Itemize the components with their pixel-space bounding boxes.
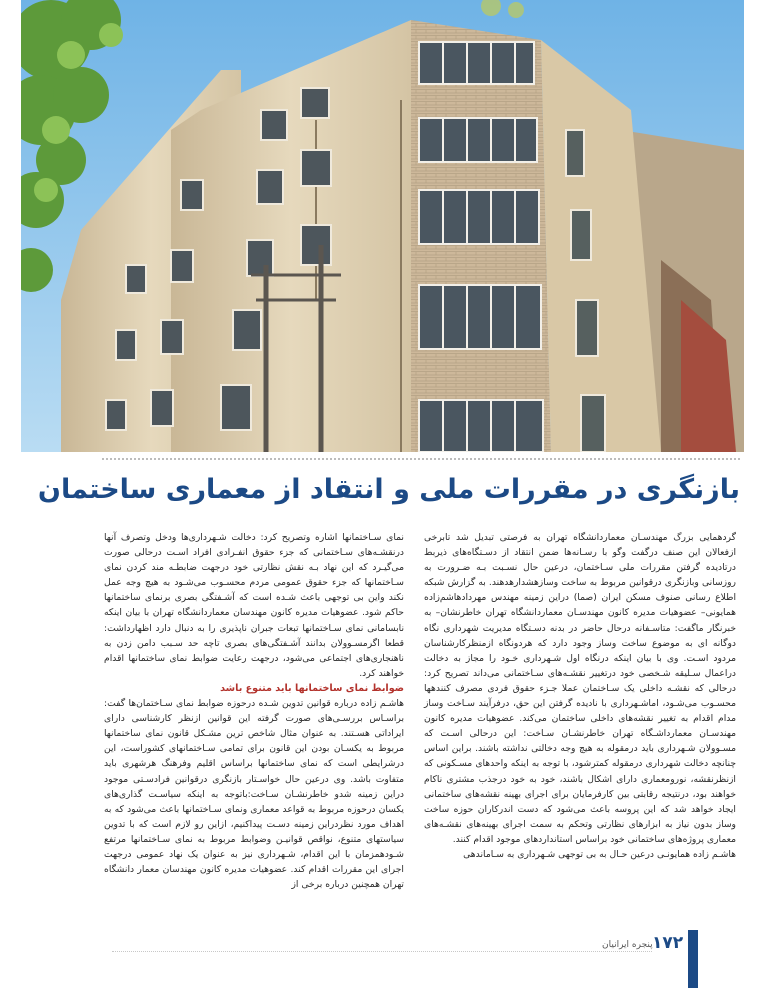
building-photo-drawing <box>21 0 744 452</box>
article-column-left <box>104 530 404 892</box>
separator-rule <box>102 458 740 460</box>
footer-rule <box>112 951 652 952</box>
article-column-right <box>424 530 736 862</box>
article-title: بازنگری در مقررات ملی و انتقاد از معماری ساختمان <box>37 474 740 505</box>
page-number: ۱۷۲ <box>652 933 684 953</box>
footer-accent-bar <box>688 930 698 988</box>
footer-magazine-name: پنجره ایرانیان <box>602 940 653 950</box>
right-column-paragraph-1: گردهمایی بزرگ مهندسـان معماردانشگاه تهران به فرصتی تبدیل شد تابرخی ازفعالان این صنف درگفت وگو با رسـانه‌ها ضمن انتقاد از دسـتگاه‌های ذیربط درتادیده گرفتن مقررات ملی سـاختمان، درعین حال نسـبت بـه ضـرورت به روزسانی وبازنگری درقوانین مربوط به ساخت وسازهشدارهدهند. به گزارش شبکه اطلاع رسانی صنوف مسکن ایران (صما) دراین زمینه مهندس مهردادهاشم‌زاده همایونی– عضوهیات مدیره کانون مهندسـان معماردانشگاه تهران خاطرنشان– به خبرنگار ماگفت: متاسـفانه درحال حاضر در بدنه دسـتگاه مدیریت شهرداری نگاه دوگانه ای به موضوع ساخت وساز وجود دارد که هردونگاه ازمنظرکارشناسان مردود اسـت. وی با بیان اینکه درنگاه اول شـهرداری خـود را مجاز به دخالت دراعمال سـلیقه شـخصی خود درتغییر نقشـه‌های سـاختمانی می‌داند تصریح کرد: درحالی که نقشـه داخلی یک سـاختمان عملا جـزء حقوق فردی مصرف کنندهها محسـوب می‌شـود، اماشـهرداری با نادیده گرفتن این حق، درفرآیند سـاخت وساز مدام اقدام به تغییر نقشه‌های داخلی ساختمان می‌کند. عضوهیات مدیره کانون مهندسـان معمارداشـگاه تهران خاطرنشـان سـاخت: این درحالی اسـت که مسـوولان شـهرداری باید درمقوله به هیچ وجه دخالتی نداشته باشند. براین اساس چنانچه دخالت شهرداری درمقوله کمترشود، با توجه به اینکه واحدهای مسـکونی که ازنظرنقشه، نورومعماری دارای اشکال باشند، خود به خود درجذب مشتری ناکام خواهند بود، درنتیجه رقابتی بین کارفرمایان برای اجرای بهینه نقشه‌های ساختمانی ایجاد خواهد شد که این پروسه باعث می‌شود که دست اندرکاران حوزه ساخت وساز بدون نیاز به ابزارهای نظارتی وتحکم به سمت اجرای بهینه‌های نقشـه‌های معماری پروژه‌های ساختمانی خود براساس استانداردهای موجود اقدام کنند. <box>424 532 736 845</box>
building-photo <box>21 0 744 452</box>
left-column-body: هاشـم زاده درباره قوانین تدوین شـده درحوزه ضوابط نمای سـاختمان‌ها گفت: براسـاس بررسـی‌های صورت گرفته این قوانین ازنظر کارشناسی دارای ایراداتی هسـتند. به عنوان مثال شاخص ترین مشـکل قانون نمای ساختمانها مربوط به یکسـان بودن این قانون برای تمامی سـاختمانهای کشوراست، این درشرایطی است که نمای ساختمانها براساس اقلیم وفرهنگ هرشهری باید متفاوت باشد. وی درعین حال خواسـتار بازنگری درقوانین فرادسـتی موجود دراین زمینه شدو خاطرنشـان سـاخت:باتوجه به اینکه سیاسـت گذاری‌های یکسان درحوزه مربوط به قواعد معماری ونمای سـاختمانها باعث می‌شود که به اهداف مورد نظردراین زمینه دسـت پیداکنیم، ازاین رو لازم است که با تدوین سیاستهای متنوع، نواقص قوانیـن وضوابط مربوط به نمای سـاختمانها مرتفع شـودهمزمان با این اقدام، شـهرداری نیز به عنوان یک نهاد عمومی درجهت اجرای این مقررات اقدام کند. عضوهیات مدیره کانون مهندسان معمار دانشگاه تهران همچنین درباره برخی از <box>104 698 404 891</box>
left-column-subheading: ضوابط نمای ساختمانها باید متنوع باشد <box>220 682 404 694</box>
right-column-paragraph-2: هاشـم زاده همایونـی درعین حـال به بی توجهی شـهرداری به سـاماندهی <box>463 848 736 860</box>
left-column-intro: نمای سـاختمانها اشاره وتصریح کرد: دخالت شـهرداری‌ها ودخل وتصرف آنها درنقشـه‌های سـاختمانی که جزء حقوق انفـرادی افراد اسـت درحالی صورت می‌گیـرد که این نهاد بـه نقش نظارتی خود درجهت ضابطـه مند کردن نمای سـاختمانها که جزء حقوق عمومی مردم محسـوب می‌شـود به هیچ وجه عمل نکند واین بی توجهی باعث شـده است که آشـفتگی بصری برنمای ساختمانها حاکم شود. عضوهیات مدیره کانون مهندسان معماردانشگاه تهران با بیان اینکه نابسامانی نمای سـاختمانها تبعات جبران ناپذیری را به دنبال دارد اظهارداشت: قطعا اگرمسـوولان بدانند آشـفتگی‌های بصری تاچه حد سـبب دامن زدن به ناهنجاری‌های اجتماعی می‌شود، درجهت رعایت ضوابط نمای ساختمانها اقدام خواهند کرد. <box>104 532 404 679</box>
